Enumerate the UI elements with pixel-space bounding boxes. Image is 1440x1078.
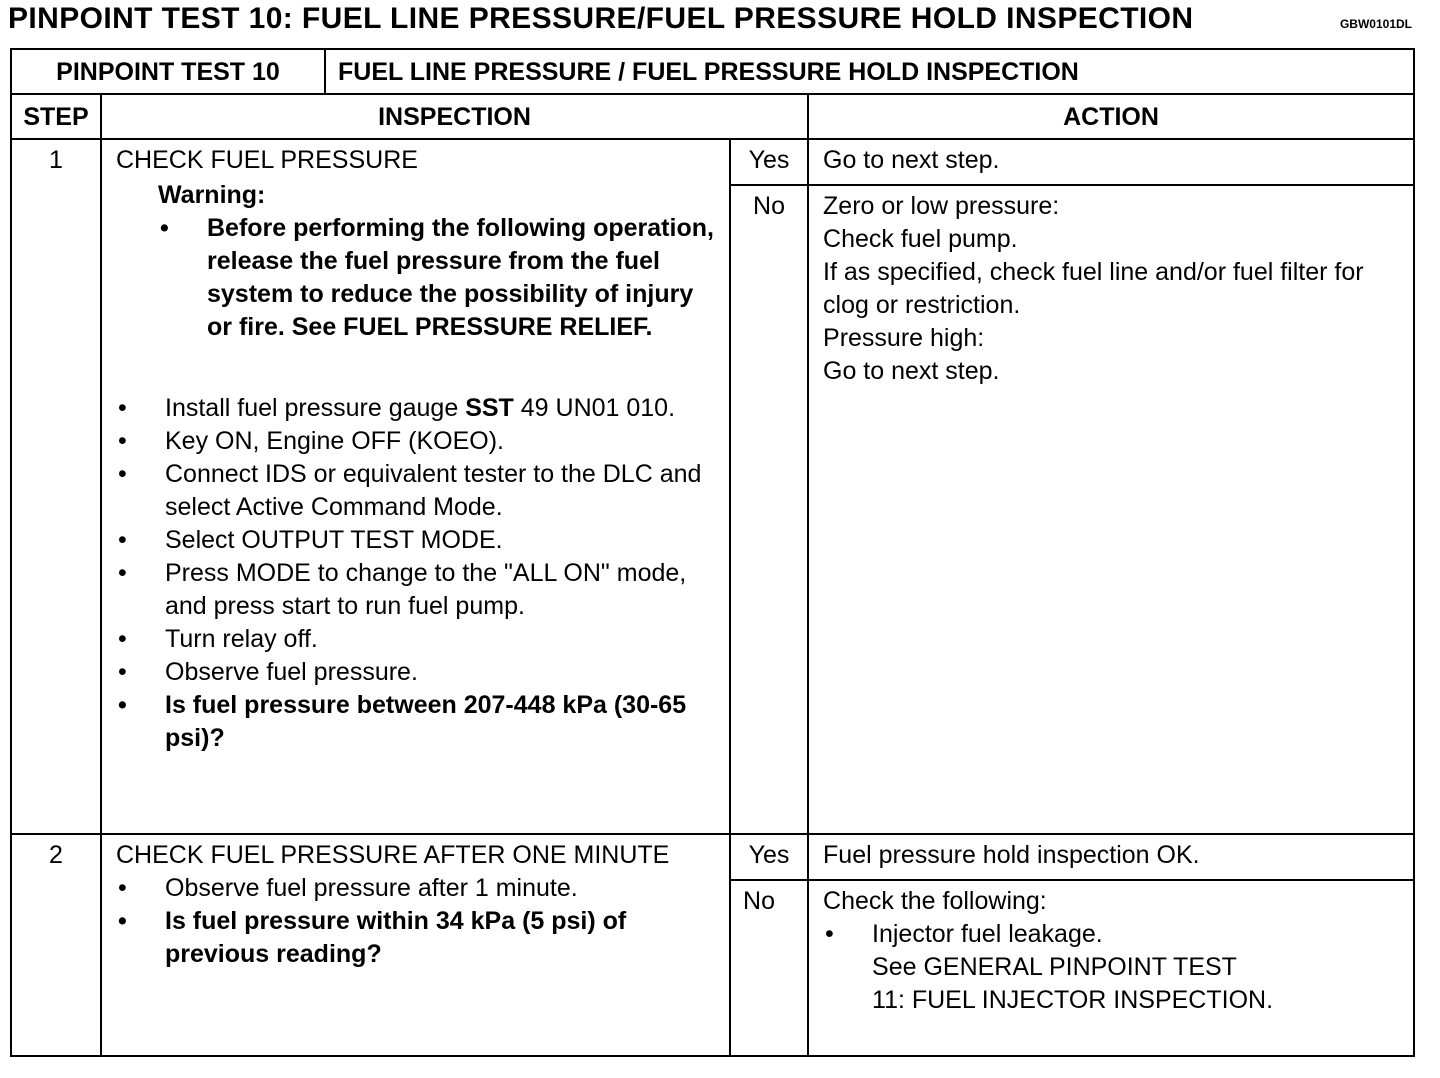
- list-item: • Connect IDS or equivalent tester to the DLC and select Active Command Mode.: [116, 458, 721, 524]
- column-header-row: [11, 94, 1414, 139]
- step-1-inspection: [101, 139, 730, 834]
- test-name-title: FUEL LINE PRESSURE / FUEL PRESSURE HOLD INSPECTION: [325, 49, 1414, 94]
- list-item: • Press MODE to change to the "ALL ON" mode, and press start to run fuel pump.: [116, 557, 721, 623]
- step-1-number: 1: [11, 139, 101, 834]
- step-2-yes-label: Yes: [730, 834, 808, 880]
- list-item: • Key ON, Engine OFF (KOEO).: [116, 425, 721, 458]
- list-item: • Select OUTPUT TEST MODE.: [116, 524, 721, 557]
- table-title-row: [11, 49, 1414, 94]
- test-number-title: PINPOINT TEST 10: [11, 49, 325, 94]
- step-2-question: • Is fuel pressure within 34 kPa (5 psi) of previous reading?: [116, 905, 721, 971]
- list-item: • Observe fuel pressure after 1 minute.: [116, 872, 721, 905]
- warning-text: • Before performing the following operation, release the fuel pressure from the fuel system to reduce the possibility of injury or fire. See FUEL PRESSURE RELIEF.: [158, 212, 721, 344]
- page-title: PINPOINT TEST 10: FUEL LINE PRESSURE/FUEL PRESSURE HOLD INSPECTION: [8, 2, 1194, 35]
- step-1-procedure-list: [116, 392, 721, 755]
- step-2-heading: CHECK FUEL PRESSURE AFTER ONE MINUTE: [116, 841, 670, 869]
- step-2-number: 2: [11, 834, 101, 1056]
- step-2-inspection: [101, 834, 730, 1056]
- step-1-heading: CHECK FUEL PRESSURE: [116, 146, 418, 174]
- step-1-question: • Is fuel pressure between 207-448 kPa (30-65 psi)?: [116, 689, 721, 755]
- step-2-yes-action: Fuel pressure hold inspection OK.: [808, 834, 1414, 880]
- step-column-header: STEP: [11, 94, 101, 139]
- inspection-column-header: INSPECTION: [101, 94, 808, 139]
- warning-label: Warning:: [158, 181, 266, 209]
- step-1-yes-label: Yes: [730, 139, 808, 185]
- step-1-warning: [158, 179, 721, 344]
- pinpoint-test-table: [10, 48, 1415, 1057]
- document-code: GBW0101DL: [1339, 17, 1412, 31]
- step-2-procedure-list: [116, 872, 721, 971]
- step-1-yes-action: Go to next step.: [808, 139, 1414, 185]
- list-item: • Observe fuel pressure.: [116, 656, 721, 689]
- step-1-no-label: No: [730, 185, 808, 834]
- step-1-yes-row: [11, 139, 1414, 185]
- list-item: • Turn relay off.: [116, 623, 721, 656]
- list-item: • Install fuel pressure gauge SST 49 UN01 010.: [116, 392, 721, 425]
- step-2-no-label: No: [730, 880, 808, 1056]
- step-2-yes-row: [11, 834, 1414, 880]
- step-2-no-action: Check the following: • Injector fuel leakage. See GENERAL PINPOINT TEST 11: FUEL INJECTOR INSPECTION.: [808, 880, 1414, 1056]
- list-item: • Injector fuel leakage. See GENERAL PINPOINT TEST 11: FUEL INJECTOR INSPECTION.: [823, 918, 1403, 1017]
- step-1-no-action: Zero or low pressure: Check fuel pump. If as specified, check fuel line and/or fuel filter for clog or restriction. Pressure high: Go to next step.: [808, 185, 1414, 834]
- action-column-header: ACTION: [808, 94, 1414, 139]
